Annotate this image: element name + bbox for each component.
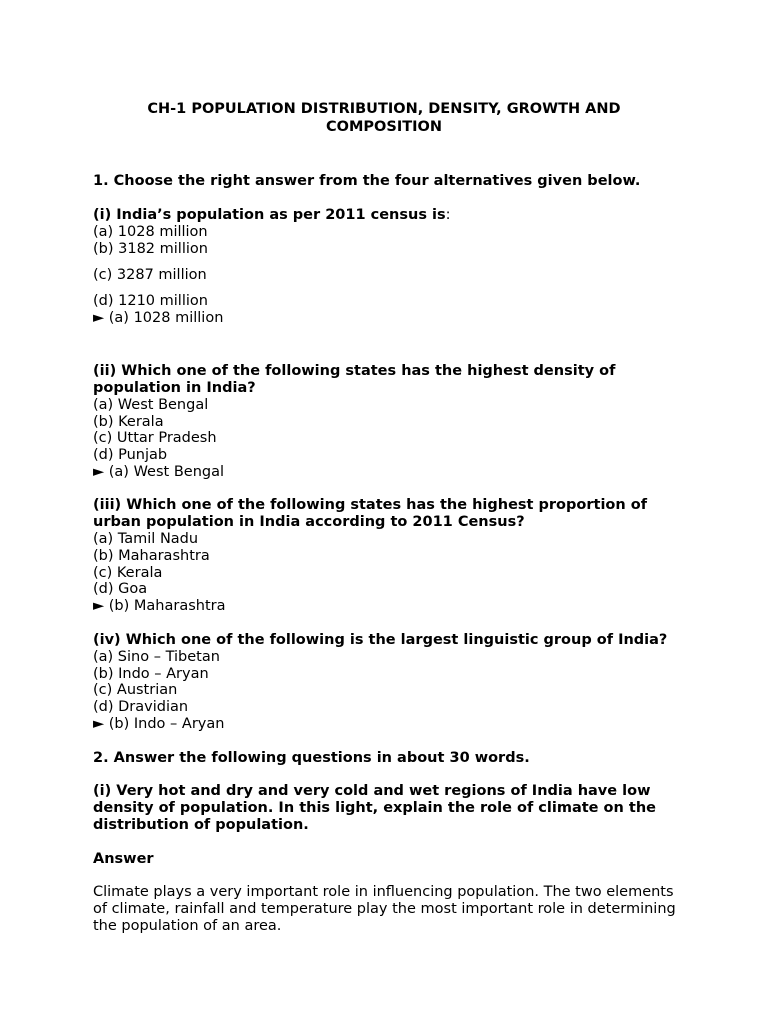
question-3: (iii) Which one of the following states has the highest proportion of urban population in India according to 2011 Census? [93, 497, 648, 530]
q2-answer: ► (a) West Bengal [93, 464, 225, 480]
q4-option-b: (b) Indo – Aryan [93, 666, 209, 682]
q3-option-b: (b) Maharashtra [93, 548, 210, 564]
question-1 [93, 207, 683, 224]
q4-answer: ► (b) Indo – Aryan [93, 716, 225, 732]
q3-answer: ► (b) Maharashtra [93, 598, 226, 614]
question-4: (iv) Which one of the following is the largest linguistic group of India? [93, 632, 668, 648]
q4-option-c: (c) Austrian [93, 682, 178, 698]
question-1-suffix: : [445, 207, 451, 223]
q1-option-a: (a) 1028 million [93, 224, 208, 240]
q1-option-c: (c) 3287 million [93, 267, 207, 283]
question-2: (ii) Which one of the following states has the highest density of population in India? [93, 363, 616, 396]
q1-option-d: (d) 1210 million [93, 293, 208, 309]
q2-option-a: (a) West Bengal [93, 397, 209, 413]
q3-option-c: (c) Kerala [93, 565, 163, 581]
q2-option-d: (d) Punjab [93, 447, 168, 463]
section-2-heading: 2. Answer the following questions in about 30 words. [93, 750, 530, 766]
page-title: CH-1 POPULATION DISTRIBUTION, DENSITY, GROWTH AND COMPOSITION [147, 101, 621, 135]
q1-answer: ► (a) 1028 million [93, 310, 224, 326]
answer-text: Climate plays a very important role in influencing population. The two elements of climate, rainfall and temperature play the most important role in determining the population of an area. [93, 884, 676, 934]
q2-option-c: (c) Uttar Pradesh [93, 430, 217, 446]
question-1-text: (i) India’s population as per 2011 census is [93, 207, 446, 223]
q4-option-a: (a) Sino – Tibetan [93, 649, 220, 665]
q3-option-a: (a) Tamil Nadu [93, 531, 199, 547]
q1-option-b: (b) 3182 million [93, 241, 208, 257]
q2-option-b: (b) Kerala [93, 414, 164, 430]
answer-label: Answer [93, 851, 154, 867]
question-2-1: (i) Very hot and dry and very cold and wet regions of India have low density of population. In this light, explain the role of climate on the distribution of population. [93, 783, 656, 833]
section-1-heading: 1. Choose the right answer from the four alternatives given below. [93, 173, 641, 189]
q3-option-d: (d) Goa [93, 581, 148, 597]
q4-option-d: (d) Dravidian [93, 699, 189, 715]
